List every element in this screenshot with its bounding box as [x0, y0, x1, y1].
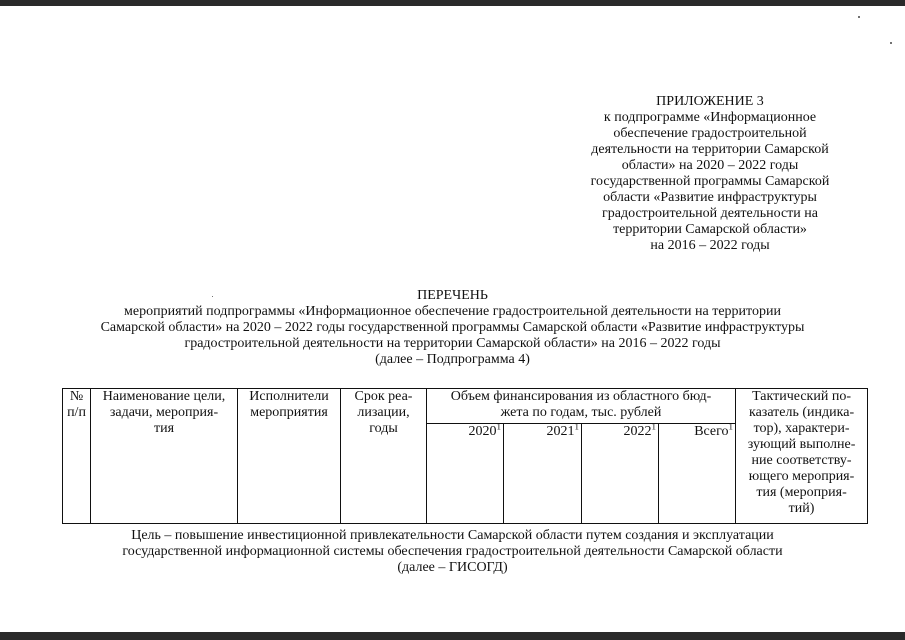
header-cell-indicator: Тактический по- казатель (индика- тор), характери- зующий выполне- ние соответству- ющего мероприя- тия (мероприя- тий) [736, 389, 868, 524]
appendix-block [560, 94, 860, 254]
scan-speck [858, 16, 860, 18]
year-cell-2021: 2021$^1$ [504, 424, 582, 524]
year-cell-total: Всего$^1$ [659, 424, 736, 524]
table-header-row [63, 389, 868, 424]
appendix-line: области» на 2020 – 2022 годы [621, 158, 799, 173]
goal-line: Цель – повышение инвестиционной привлекательности Самарской области путем создания и эксплуатации [131, 528, 774, 543]
goal-line: (далее – ГИСОГД) [397, 560, 508, 575]
scan-edge-bottom [0, 632, 905, 640]
document-title [40, 288, 865, 368]
goal-statement [40, 528, 865, 576]
header-cell-executors: Исполнители мероприятия [238, 389, 341, 524]
appendix-line: территории Самарской области» [613, 222, 807, 237]
title-heading: ПЕРЕЧЕНЬ [417, 288, 488, 303]
appendix-line: деятельности на территории Самарской [591, 142, 829, 157]
title-line: Самарской области» на 2020 – 2022 годы государственной программы Самарской области «Развитие инфраструктуры [100, 320, 805, 335]
header-cell-term: Срок реа- лизации, годы [341, 389, 427, 524]
measures-table [62, 388, 868, 524]
scan-edge-top [0, 0, 905, 6]
appendix-line: государственной программы Самарской [590, 174, 830, 189]
appendix-line: градостроительной деятельности на [602, 206, 818, 221]
title-line: градостроительной деятельности на территории Самарской области» на 2016 – 2022 годы [184, 336, 721, 351]
title-line: мероприятий подпрограммы «Информационное обеспечение градостроительной деятельности на территории [124, 304, 781, 319]
title-line: (далее – Подпрограмма 4) [375, 352, 530, 367]
header-cell-funding: Объем финансирования из областного бюд- жета по годам, тыс. рублей [427, 389, 736, 424]
goal-line: государственной информационной системы обеспечения градостроительной деятельности Самарской области [122, 544, 783, 559]
year-cell-2020: 2020$^1$ [427, 424, 504, 524]
header-cell-name: Наименование цели, задачи, мероприя- тия [91, 389, 238, 524]
appendix-heading: ПРИЛОЖЕНИЕ 3 [656, 94, 764, 109]
appendix-line: на 2016 – 2022 годы [650, 238, 770, 253]
header-cell-number: № п/п [63, 389, 91, 524]
year-cell-2022: 2022$^1$ [582, 424, 659, 524]
appendix-line: области «Развитие инфраструктуры [603, 190, 817, 205]
scan-speck [890, 42, 892, 44]
appendix-line: к подпрограмме «Информационное [603, 110, 817, 125]
appendix-line: обеспечение градостроительной [613, 126, 807, 141]
